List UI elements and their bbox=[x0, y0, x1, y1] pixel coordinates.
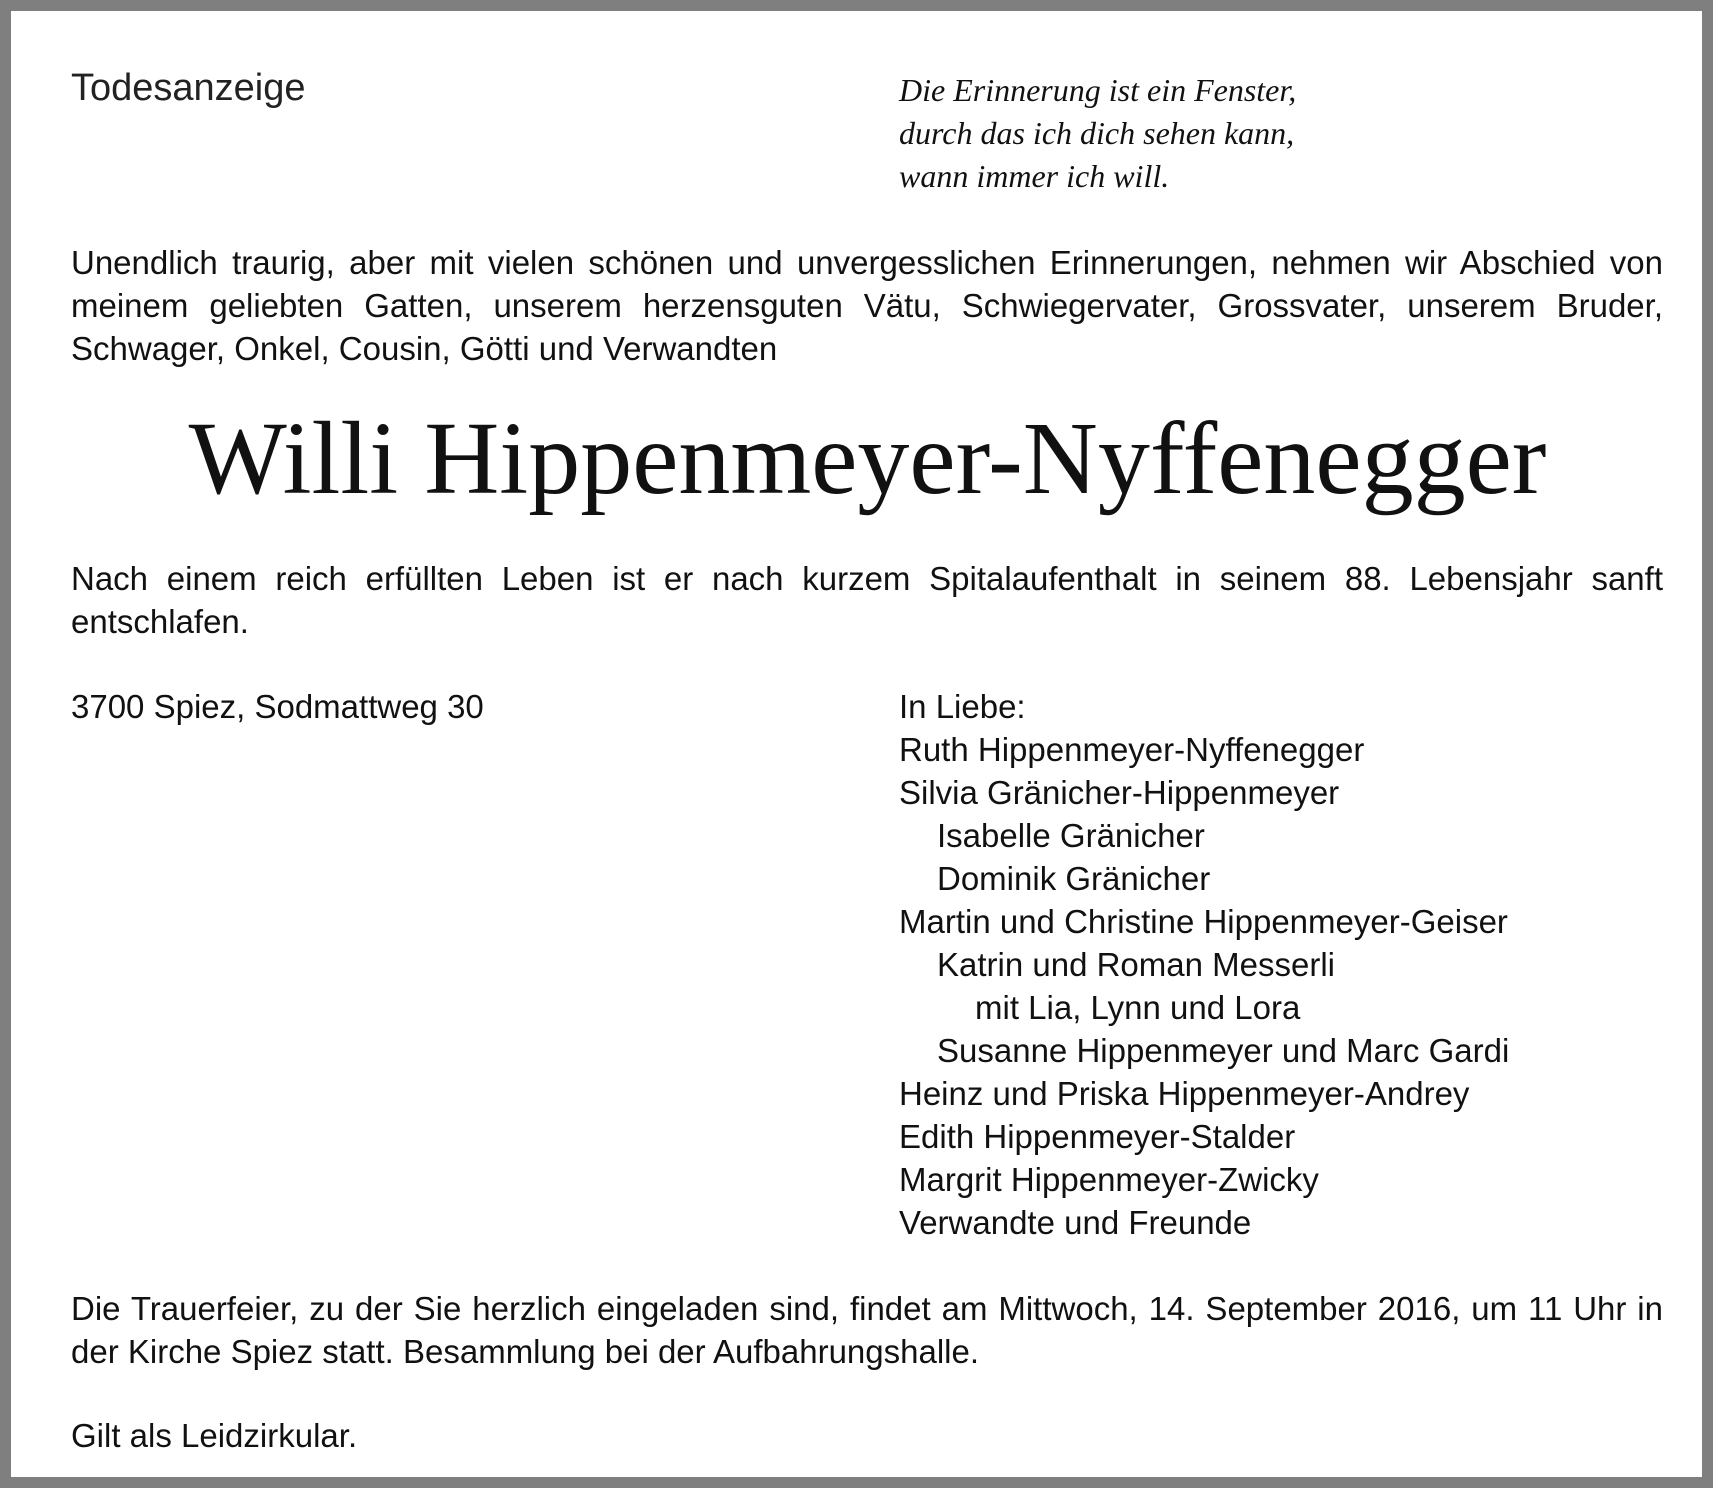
address: 3700 Spiez, Sodmattweg 30 bbox=[71, 688, 484, 725]
quote-line: durch das ich dich sehen kann, bbox=[899, 115, 1295, 151]
quote-line: Die Erinnerung ist ein Fenster, bbox=[899, 72, 1297, 108]
mourner-name: Heinz und Priska Hippenmeyer-Andrey bbox=[899, 1075, 1470, 1112]
mourner-name: Silvia Gränicher-Hippenmeyer bbox=[899, 774, 1340, 811]
mourner-name: Susanne Hippenmeyer und Marc Gardi bbox=[937, 1032, 1510, 1069]
mourner-name: Dominik Gränicher bbox=[937, 860, 1211, 897]
memorial-quote bbox=[899, 69, 1296, 198]
deceased-name: Willi Hippenmeyer-Nyffenegger bbox=[188, 401, 1547, 516]
mourner-name: Isabelle Gränicher bbox=[937, 817, 1205, 854]
service-paragraph: Die Trauerfeier, zu der Sie herzlich eingeladen sind, findet am Mittwoch, 14. September 2016, um 11 Uhr in der Kirche Spiez statt. Besammlung bei der Aufbahrungshalle. bbox=[71, 1290, 1663, 1370]
mourner-name: Margrit Hippenmeyer-Zwicky bbox=[899, 1161, 1319, 1198]
mourners-list bbox=[899, 685, 1509, 1244]
quote-line: wann immer ich will. bbox=[899, 158, 1170, 194]
mourner-name: mit Lia, Lynn und Lora bbox=[975, 989, 1301, 1026]
intro-paragraph: Unendlich traurig, aber mit vielen schönen und unvergesslichen Erinnerungen, nehmen wir Abschied von meinem geliebten Gatten, unserem herzensguten Vätu, Schwiegervater, Grossvater, unserem Bruder, Schwager, Onkel, Cousin, Götti und Verwandten bbox=[71, 244, 1663, 367]
mourners-intro: In Liebe: bbox=[899, 688, 1026, 725]
mourner-name: Verwandte und Freunde bbox=[899, 1204, 1252, 1241]
mourner-name: Katrin und Roman Messerli bbox=[937, 946, 1335, 983]
life-paragraph: Nach einem reich erfüllten Leben ist er nach kurzem Spitalaufenthalt in seinem 88. Lebensjahr sanft entschlafen. bbox=[71, 560, 1663, 640]
mourner-name: Martin und Christine Hippenmeyer-Geiser bbox=[899, 903, 1508, 940]
mourner-name: Edith Hippenmeyer-Stalder bbox=[899, 1118, 1296, 1155]
closing-note: Gilt als Leidzirkular. bbox=[71, 1417, 358, 1454]
notice-heading: Todesanzeige bbox=[71, 67, 306, 109]
mourner-name: Ruth Hippenmeyer-Nyffenegger bbox=[899, 731, 1365, 768]
